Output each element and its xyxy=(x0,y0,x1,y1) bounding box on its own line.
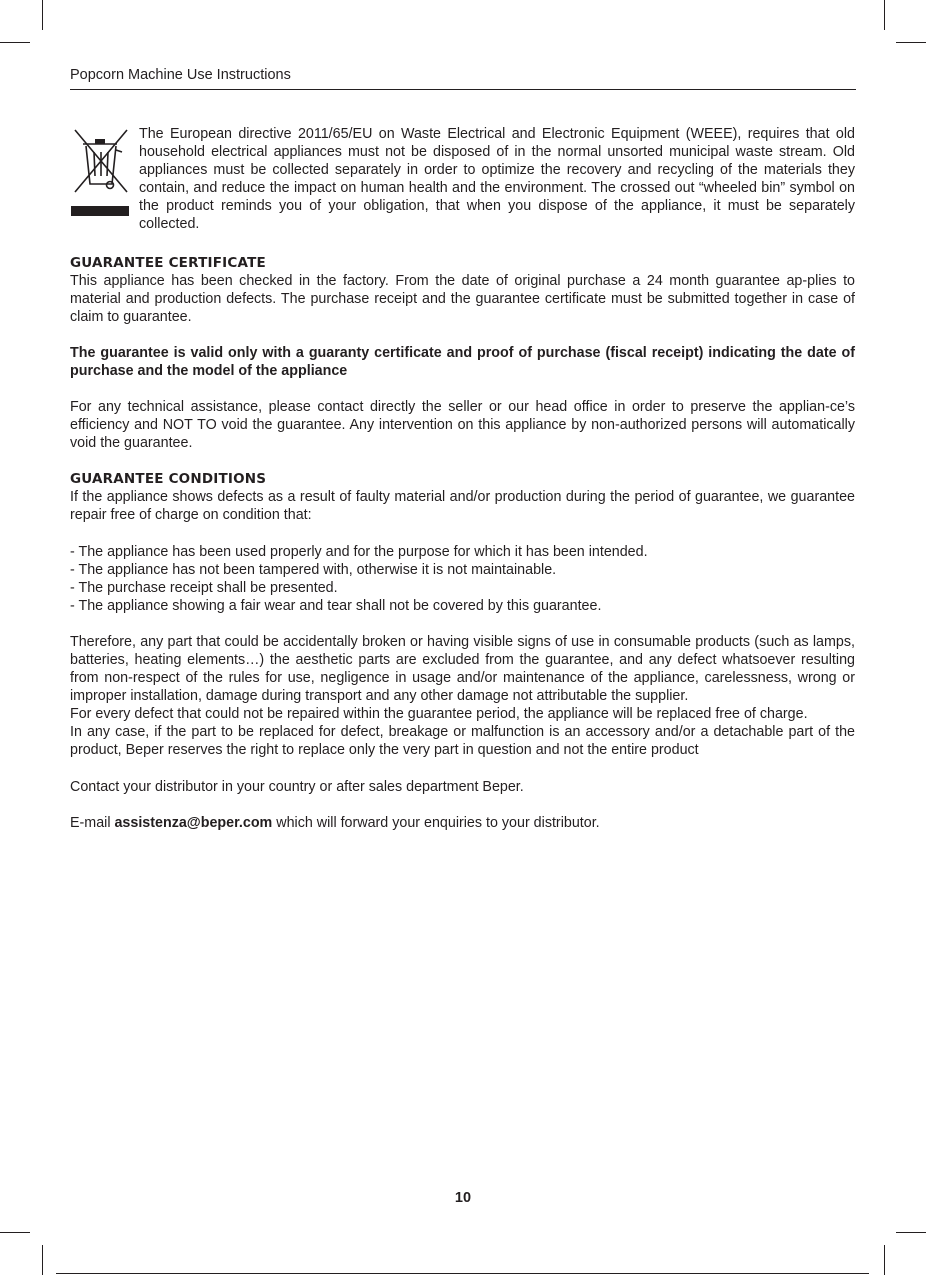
crop-mark-top-right-v xyxy=(884,0,885,30)
crop-mark-bottom-right-h xyxy=(896,1232,926,1233)
crop-mark-top-left-h xyxy=(0,42,30,43)
header-rule xyxy=(70,89,856,90)
guarantee-certificate-intro: This appliance has been checked in the factory. From the date of original purchase a 24 month guarantee ap-plies to material and production defects. The purchase receipt and the guarantee certificate must be submitted together in case of claim to guarantee. xyxy=(70,272,855,325)
email-prefix: E-mail xyxy=(70,814,115,831)
email-address-link[interactable]: assistenza@beper.com xyxy=(114,814,273,831)
contact-paragraph: Contact your distributor in your country or after sales department Beper. xyxy=(70,778,524,795)
parts-paragraph: In any case, if the part to be replaced for defect, breakage or malfunction is an accessory and/or a detachable part of the product, Beper reserves the right to replace only the very part in question and not the entire product xyxy=(70,724,855,759)
page-number: 10 xyxy=(454,1190,472,1206)
condition-list-item: - The appliance showing a fair wear and tear shall not be covered by this guarantee. xyxy=(70,597,602,614)
crop-mark-bottom-left-v xyxy=(42,1245,43,1275)
weee-directive-paragraph: The European directive 2011/65/EU on Waste Electrical and Electronic Equipment (WEEE), requires that old household electrical appliances must not be disposed of in the normal unsorted municipal waste stream. Old appliances must be collected separately in order to optimize the recovery and recycling of the materials they contain, and reduce the impact on human health and the environment. The crossed out “wheeled bin” symbol on the product reminds you of your obligation, that when you dispose of the appliance, it must be separately collected. xyxy=(139,126,855,233)
condition-list-item: - The appliance has been used properly and for the purpose for which it has been intended. xyxy=(70,543,648,560)
document-body xyxy=(70,125,855,832)
condition-list-item: - The purchase receipt shall be presented. xyxy=(70,579,338,596)
guarantee-certificate-heading: GUARANTEE CERTIFICATE xyxy=(70,254,266,271)
guarantee-conditions-heading: GUARANTEE CONDITIONS xyxy=(70,471,267,488)
crop-mark-top-right-h xyxy=(896,42,926,43)
page-header-title: Popcorn Machine Use Instructions xyxy=(70,67,291,83)
email-paragraph xyxy=(70,814,855,832)
guarantee-conditions-intro: If the appliance shows defects as a result of faulty material and/or production during the period of guarantee, we guarantee repair free of charge on condition that: xyxy=(70,489,855,524)
exclusions-paragraph: Therefore, any part that could be accidentally broken or having visible signs of use in consumable products (such as lamps, batteries, heating elements…) the aesthetic parts are excluded from the guarantee, and any defect whatsoever resulting from non-respect of the rules for use, negligence in usage and/or maintenance of the appliance, carelessness, wrong or improper installation, damage during transport and any other damage not attributable the supplier. xyxy=(70,633,855,705)
guarantee-validity-paragraph: The guarantee is valid only with a guaranty certificate and proof of purchase (fiscal receipt) indicating the date of purchase and the model of the appliance xyxy=(70,344,855,379)
crop-mark-top-left-v xyxy=(42,0,43,30)
crop-mark-bottom-left-h xyxy=(0,1232,30,1233)
footer-rule xyxy=(56,1273,869,1274)
email-suffix: which will forward your enquiries to your distributor. xyxy=(272,814,600,831)
replacement-paragraph: For every defect that could not be repaired within the guarantee period, the appliance will be replaced free of charge. xyxy=(70,706,808,723)
technical-assistance-paragraph: For any technical assistance, please contact directly the seller or our head office in order to preserve the applian-ce’s efficiency and NOT TO void the guarantee. Any intervention on this appliance by non-authorized persons will automatically void the guarantee. xyxy=(70,399,855,452)
condition-list-item: - The appliance has not been tampered with, otherwise it is not maintainable. xyxy=(70,561,557,578)
crop-mark-bottom-right-v xyxy=(884,1245,885,1275)
